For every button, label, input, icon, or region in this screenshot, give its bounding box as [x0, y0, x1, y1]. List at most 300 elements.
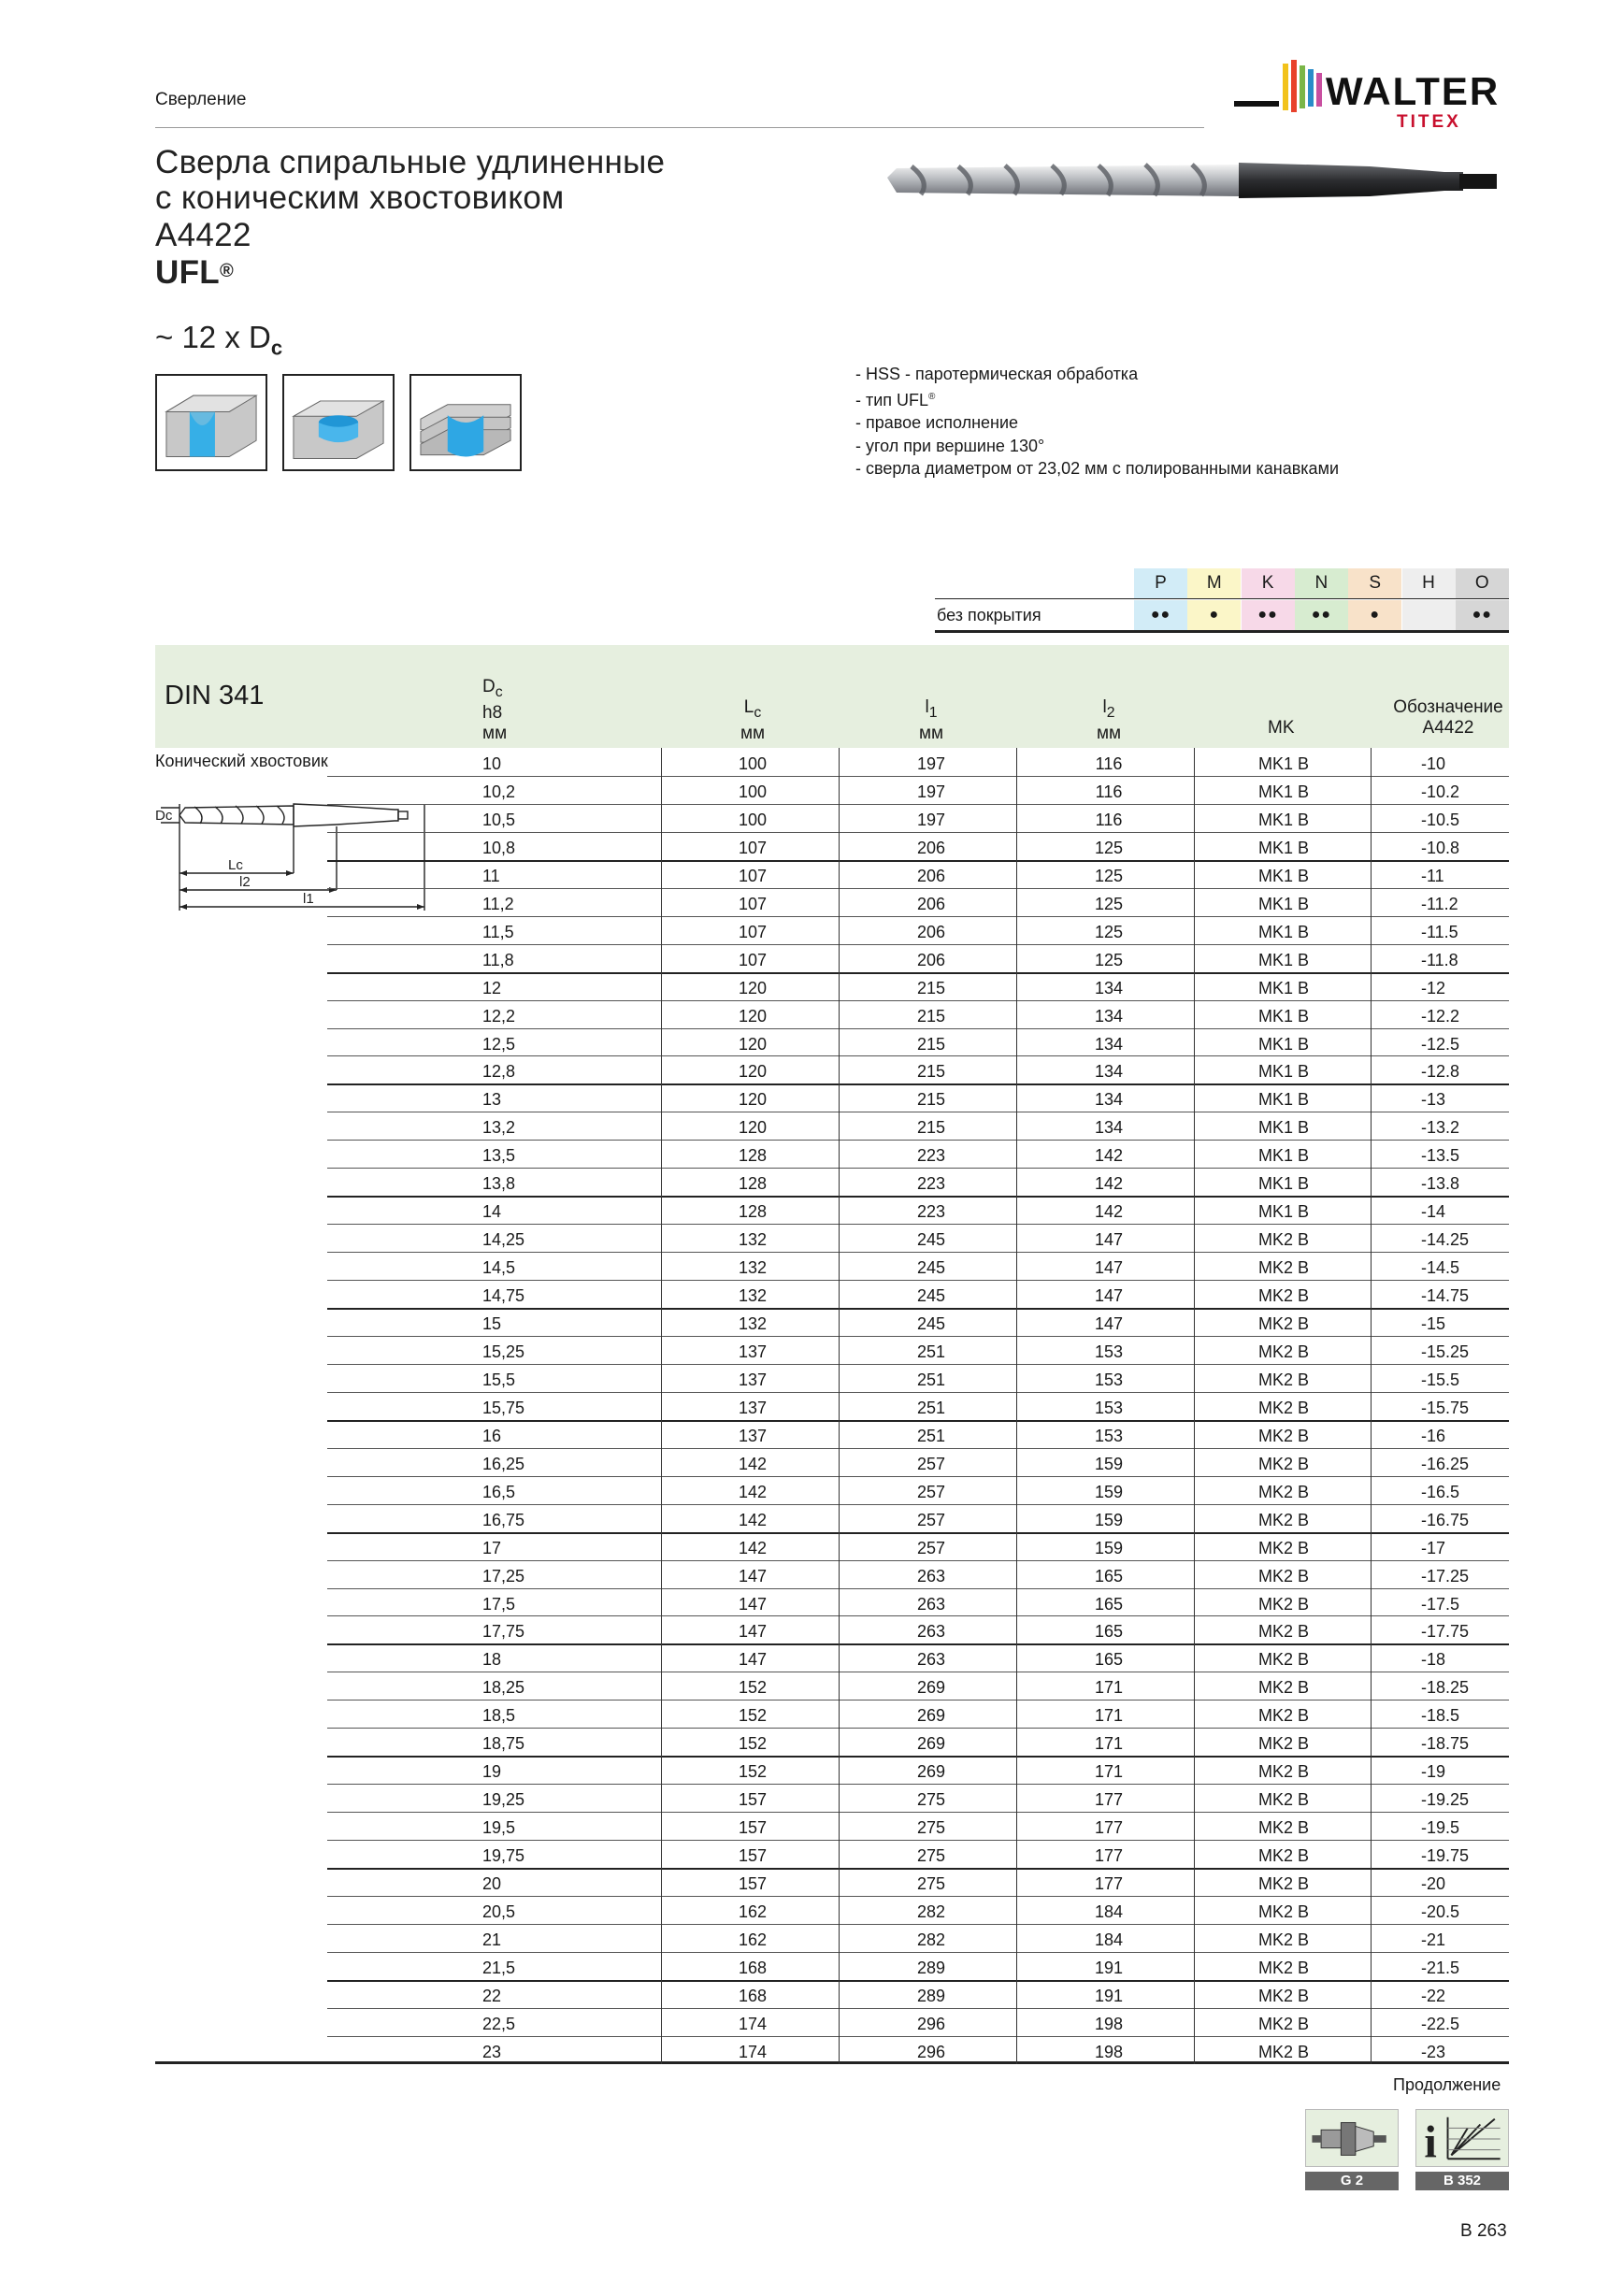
- designation-cell: -15.25: [1421, 1342, 1470, 1361]
- flute-length-cell: 120: [738, 1062, 768, 1082]
- through-drilling-icon: [155, 374, 267, 471]
- svg-text:i: i: [1424, 2117, 1437, 2167]
- diameter-cell: 17,75: [482, 1622, 525, 1642]
- shank-type-label: Конический хвостовик: [155, 752, 328, 770]
- diameter-cell: 14,75: [482, 1286, 525, 1306]
- row-divider: [327, 1532, 1509, 1534]
- table-row: [155, 1364, 1509, 1392]
- l2-length-cell: 191: [1094, 1986, 1124, 2005]
- table-row: [155, 1280, 1509, 1308]
- flute-length-cell: 107: [738, 894, 768, 913]
- reference-tool-holder[interactable]: [1305, 2109, 1399, 2186]
- designation-cell: -13.8: [1421, 1174, 1460, 1194]
- l2-length-cell: 134: [1094, 1006, 1124, 1026]
- overall-length-cell: 197: [916, 810, 946, 829]
- overall-length-cell: 296: [916, 2014, 946, 2033]
- l2-length-cell: 134: [1094, 978, 1124, 997]
- table-row: [155, 1196, 1509, 1224]
- morse-taper-cell: MK2 B: [1258, 1398, 1310, 1417]
- row-divider: [327, 1336, 1509, 1337]
- overall-length-cell: 263: [916, 1594, 946, 1614]
- flute-length-cell: 142: [738, 1510, 768, 1529]
- diameter-cell: 11: [482, 866, 500, 885]
- diameter-cell: 18: [482, 1650, 502, 1670]
- designation-cell: -19.5: [1421, 1818, 1460, 1838]
- morse-taper-cell: MK2 B: [1258, 1874, 1310, 1893]
- logo-stripe-magenta: [1316, 73, 1322, 107]
- designation-cell: -13.2: [1421, 1118, 1460, 1138]
- flute-length-cell: 132: [738, 1258, 768, 1278]
- length-ratio: [155, 320, 282, 361]
- designation-cell: -16.25: [1421, 1454, 1470, 1473]
- designation-cell: -15.75: [1421, 1398, 1470, 1417]
- diameter-cell: 21: [482, 1930, 502, 1949]
- dc-symbol: D: [482, 677, 496, 696]
- material-group-n: N: [1295, 568, 1348, 598]
- flute-length-cell: 168: [738, 1958, 768, 1977]
- table-row: [155, 1952, 1509, 1980]
- designation-cell: -19.75: [1421, 1846, 1470, 1866]
- morse-taper-cell: MK2 B: [1258, 1426, 1310, 1445]
- column-divider: [1371, 748, 1372, 2064]
- row-divider: [327, 888, 1509, 889]
- table-row: [155, 1756, 1509, 1784]
- walter-titex-logo: [1232, 60, 1513, 135]
- diameter-cell: 23: [482, 2042, 502, 2061]
- designation-cell: -17.5: [1421, 1594, 1460, 1614]
- l2-length-cell: 134: [1094, 1090, 1124, 1110]
- table-row: [155, 1560, 1509, 1588]
- material-rating-p: ●●: [1134, 600, 1187, 630]
- overall-length-cell: 263: [916, 1622, 946, 1642]
- diameter-cell: 12,5: [482, 1034, 516, 1054]
- table-row: [155, 2008, 1509, 2036]
- l2-length-cell: 147: [1094, 1230, 1124, 1250]
- table-row: [155, 916, 1509, 944]
- row-divider: [327, 1196, 1509, 1198]
- table-row: [155, 1728, 1509, 1756]
- overall-length-cell: 197: [916, 754, 946, 773]
- row-divider: [327, 1728, 1509, 1729]
- diameter-cell: 17: [482, 1538, 502, 1557]
- morse-taper-cell: MK1 B: [1258, 978, 1310, 997]
- row-divider: [327, 1560, 1509, 1561]
- flute-length-cell: 137: [738, 1342, 768, 1361]
- material-group-row: [935, 568, 1509, 598]
- header-designation: [1387, 697, 1509, 739]
- material-rating-n: ●●: [1295, 600, 1348, 630]
- flute-length-cell: 162: [738, 1930, 768, 1949]
- overall-length-cell: 251: [916, 1370, 946, 1389]
- lc-unit: мм: [740, 723, 766, 743]
- designation-cell: -19: [1421, 1762, 1446, 1782]
- row-divider: [327, 1840, 1509, 1841]
- l2-length-cell: 125: [1094, 950, 1124, 969]
- l2-symbol: l: [1102, 697, 1107, 717]
- column-divider: [839, 748, 840, 2064]
- table-bottom-rule: [155, 2061, 1509, 2064]
- overall-length-cell: 206: [916, 950, 946, 969]
- designation-cell: -11.8: [1421, 950, 1458, 969]
- flute-length-cell: 120: [738, 1034, 768, 1054]
- material-rating-k: ●●: [1242, 600, 1295, 630]
- row-divider: [327, 1420, 1509, 1422]
- designation-title: Обозначение: [1393, 697, 1503, 717]
- morse-taper-cell: MK2 B: [1258, 1538, 1310, 1557]
- stacked-plates-icon: [409, 374, 522, 471]
- designation-cell: -16.75: [1421, 1510, 1470, 1529]
- designation-code: A4422: [1422, 718, 1474, 738]
- flute-length-cell: 120: [738, 1006, 768, 1026]
- reference-info[interactable]: [1415, 2109, 1509, 2186]
- logo-stripe-red: [1291, 60, 1297, 112]
- feature-item: - HSS - паротермическая обработка: [855, 365, 1139, 383]
- table-row: [155, 944, 1509, 972]
- designation-cell: -18: [1421, 1650, 1446, 1670]
- table-row: [155, 1140, 1509, 1168]
- morse-taper-cell: MK1 B: [1258, 1006, 1310, 1026]
- overall-length-cell: 206: [916, 894, 946, 913]
- flute-length-cell: 152: [738, 1706, 768, 1726]
- morse-taper-cell: MK1 B: [1258, 894, 1310, 913]
- ratio-text: ~ 12 x D: [155, 320, 271, 354]
- morse-taper-cell: MK2 B: [1258, 1846, 1310, 1866]
- overall-length-cell: 251: [916, 1426, 946, 1445]
- row-divider: [327, 1224, 1509, 1225]
- flute-length-cell: 107: [738, 922, 768, 941]
- flute-length-cell: 152: [738, 1734, 768, 1754]
- l2-unit: мм: [1096, 723, 1122, 743]
- table-row: [155, 1784, 1509, 1812]
- overall-length-cell: 206: [916, 838, 946, 857]
- designation-cell: -11: [1421, 866, 1444, 885]
- designation-cell: -14.25: [1421, 1230, 1470, 1250]
- morse-taper-cell: MK1 B: [1258, 1118, 1310, 1138]
- overall-length-cell: 269: [916, 1734, 946, 1754]
- flute-length-cell: 120: [738, 1118, 768, 1138]
- table-row: [155, 804, 1509, 832]
- l2-length-cell: 125: [1094, 922, 1124, 941]
- row-divider: [327, 1980, 1509, 1982]
- overall-length-cell: 275: [916, 1874, 946, 1893]
- material-rating-s: ●: [1348, 600, 1401, 630]
- flute-length-cell: 120: [738, 1090, 768, 1110]
- flute-length-cell: 100: [738, 782, 768, 801]
- morse-taper-cell: MK2 B: [1258, 1930, 1310, 1949]
- overall-length-cell: 257: [916, 1454, 946, 1473]
- logo-brand-text: WALTER: [1326, 69, 1501, 113]
- table-row: [155, 1252, 1509, 1280]
- l2-length-cell: 153: [1094, 1370, 1124, 1389]
- l2-length-cell: 177: [1094, 1790, 1124, 1810]
- diameter-cell: 10,5: [482, 810, 516, 829]
- diameter-cell: 12: [482, 978, 502, 997]
- material-group-m: M: [1187, 568, 1241, 598]
- lc-symbol: L: [743, 697, 754, 717]
- l2-subscript: 2: [1106, 704, 1115, 721]
- morse-taper-cell: MK2 B: [1258, 1230, 1310, 1250]
- morse-taper-cell: MK2 B: [1258, 1258, 1310, 1278]
- feature-item: [855, 386, 1339, 412]
- overall-length-cell: 206: [916, 866, 946, 885]
- table-row: [155, 1868, 1509, 1896]
- diameter-cell: 18,75: [482, 1734, 525, 1754]
- material-rating-row: [935, 600, 1509, 630]
- l2-length-cell: 142: [1094, 1174, 1124, 1194]
- overall-length-cell: 269: [916, 1762, 946, 1782]
- material-rating-m: ●: [1187, 600, 1241, 630]
- diameter-cell: 19: [482, 1762, 502, 1782]
- table-row: [155, 1392, 1509, 1420]
- table-row: [155, 1028, 1509, 1056]
- morse-taper-cell: MK2 B: [1258, 1650, 1310, 1670]
- l2-length-cell: 153: [1094, 1426, 1124, 1445]
- overall-length-cell: 257: [916, 1538, 946, 1557]
- designation-cell: -13: [1421, 1090, 1446, 1110]
- overall-length-cell: 245: [916, 1286, 946, 1306]
- designation-cell: -12.2: [1421, 1006, 1460, 1026]
- overall-length-cell: 223: [916, 1174, 946, 1194]
- feature-list: [855, 363, 1339, 481]
- l2-length-cell: 134: [1094, 1062, 1124, 1082]
- header-lc: [739, 697, 767, 744]
- l2-length-cell: 198: [1094, 2014, 1124, 2033]
- designation-cell: -17: [1421, 1538, 1446, 1557]
- feature-item: - угол при вершине 130°: [855, 436, 1045, 455]
- flute-length-cell: 128: [738, 1146, 768, 1166]
- logo-stripe-yellow: [1283, 64, 1288, 110]
- overall-length-cell: 197: [916, 782, 946, 801]
- material-group-s: S: [1348, 568, 1401, 598]
- material-rating-o: ●●: [1456, 600, 1509, 630]
- diameter-cell: 10: [482, 754, 502, 773]
- l2-length-cell: 153: [1094, 1342, 1124, 1361]
- row-divider: [327, 1643, 1509, 1645]
- overall-length-cell: 215: [916, 1034, 946, 1054]
- table-row: [155, 1896, 1509, 1924]
- header-divider: [155, 127, 1204, 128]
- table-row: [155, 2036, 1509, 2064]
- overall-length-cell: 215: [916, 1090, 946, 1110]
- morse-taper-cell: MK2 B: [1258, 1790, 1310, 1810]
- column-divider: [1016, 748, 1017, 2064]
- title-line-1: Сверла спиральные удлиненные: [155, 144, 666, 180]
- row-divider: [327, 972, 1509, 974]
- product-title: [155, 145, 665, 291]
- table-row: [155, 1672, 1509, 1700]
- flute-length-cell: 142: [738, 1482, 768, 1501]
- diameter-cell: 19,5: [482, 1818, 516, 1838]
- diameter-cell: 15: [482, 1314, 502, 1333]
- row-divider: [327, 1000, 1509, 1001]
- designation-cell: -21.5: [1421, 1958, 1460, 1977]
- continuation-note: Продолжение: [1393, 2075, 1501, 2094]
- designation-cell: -18.5: [1421, 1706, 1460, 1726]
- l2-length-cell: 165: [1094, 1566, 1124, 1586]
- morse-taper-cell: MK1 B: [1258, 1202, 1310, 1222]
- row-divider: [327, 1896, 1509, 1897]
- diameter-cell: 10,8: [482, 838, 516, 857]
- designation-cell: -10.5: [1421, 810, 1460, 829]
- designation-cell: -10.2: [1421, 782, 1460, 801]
- l2-length-cell: 184: [1094, 1930, 1124, 1949]
- row-divider: [327, 1952, 1509, 1953]
- row-divider: [327, 2036, 1509, 2037]
- morse-taper-cell: MK2 B: [1258, 1818, 1310, 1838]
- diameter-cell: 13,2: [482, 1118, 516, 1138]
- flute-length-cell: 107: [738, 950, 768, 969]
- table-row: [155, 1055, 1509, 1083]
- diameter-cell: 19,75: [482, 1846, 525, 1866]
- row-divider: [327, 832, 1509, 833]
- morse-taper-cell: MK1 B: [1258, 838, 1310, 857]
- reference-label-g2: G 2: [1305, 2172, 1399, 2190]
- diagram-label-l1: l1: [303, 891, 314, 907]
- l2-length-cell: 177: [1094, 1818, 1124, 1838]
- diameter-cell: 20,5: [482, 1901, 516, 1921]
- diameter-cell: 12,2: [482, 1006, 516, 1026]
- designation-cell: -12.5: [1421, 1034, 1460, 1054]
- feature-item-text: - тип UFL: [855, 390, 929, 409]
- table-row: [155, 1420, 1509, 1448]
- row-divider: [327, 1055, 1509, 1056]
- row-divider: [327, 1168, 1509, 1169]
- row-divider: [327, 1392, 1509, 1393]
- overall-length-cell: 206: [916, 922, 946, 941]
- flute-length-cell: 152: [738, 1762, 768, 1782]
- ufl-registered-mark: ®: [219, 261, 234, 281]
- designation-cell: -18.25: [1421, 1678, 1470, 1698]
- flute-length-cell: 147: [738, 1566, 768, 1586]
- l2-length-cell: 147: [1094, 1286, 1124, 1306]
- overall-length-cell: 245: [916, 1314, 946, 1333]
- material-suitability-table: [935, 568, 1509, 630]
- designation-cell: -23: [1421, 2042, 1446, 2061]
- morse-taper-cell: MK2 B: [1258, 1510, 1310, 1529]
- flute-length-cell: 132: [738, 1314, 768, 1333]
- diameter-cell: 18,25: [482, 1678, 525, 1698]
- din-standard: DIN 341: [165, 681, 265, 710]
- overall-length-cell: 257: [916, 1482, 946, 1501]
- row-divider: [327, 1028, 1509, 1029]
- morse-taper-cell: MK1 B: [1258, 922, 1310, 941]
- diameter-cell: 11,8: [482, 950, 514, 969]
- morse-taper-cell: MK1 B: [1258, 1174, 1310, 1194]
- title-line-2: с коническим хвостовиком: [155, 179, 565, 216]
- designation-cell: -13.5: [1421, 1146, 1460, 1166]
- morse-taper-cell: MK2 B: [1258, 1482, 1310, 1501]
- feature-item: - сверла диаметром от 23,02 мм с полированными канавками: [855, 459, 1339, 478]
- designation-cell: -22: [1421, 1986, 1446, 2005]
- diagram-label-l2: l2: [239, 874, 251, 890]
- overall-length-cell: 263: [916, 1650, 946, 1670]
- overall-length-cell: 215: [916, 978, 946, 997]
- row-divider: [327, 1140, 1509, 1141]
- designation-cell: -15.5: [1421, 1370, 1460, 1389]
- diameter-cell: 16,75: [482, 1510, 525, 1529]
- l2-length-cell: 165: [1094, 1594, 1124, 1614]
- overall-length-cell: 263: [916, 1566, 946, 1586]
- row-divider: [327, 1308, 1509, 1310]
- material-group-h: H: [1402, 568, 1456, 598]
- overall-length-cell: 257: [916, 1510, 946, 1529]
- l2-length-cell: 159: [1094, 1482, 1124, 1501]
- diameter-cell: 21,5: [482, 1958, 516, 1977]
- l2-length-cell: 147: [1094, 1314, 1124, 1333]
- row-divider: [327, 916, 1509, 917]
- overall-length-cell: 296: [916, 2042, 946, 2061]
- table-row: [155, 1615, 1509, 1643]
- designation-cell: -14: [1421, 1202, 1446, 1222]
- drill-image: [883, 150, 1501, 217]
- row-divider: [327, 1588, 1509, 1589]
- logo-stripe-blue: [1308, 69, 1314, 107]
- row-divider: [327, 1868, 1509, 1870]
- material-rating-h: [1402, 600, 1456, 630]
- blind-hole-icon: [282, 374, 395, 471]
- l2-length-cell: 142: [1094, 1202, 1124, 1222]
- flute-length-cell: 174: [738, 2042, 768, 2061]
- row-divider: [327, 804, 1509, 805]
- l2-length-cell: 171: [1094, 1734, 1124, 1754]
- table-row: [155, 1168, 1509, 1196]
- l2-length-cell: 171: [1094, 1706, 1124, 1726]
- row-divider: [327, 1448, 1509, 1449]
- l2-length-cell: 165: [1094, 1622, 1124, 1642]
- diameter-cell: 16,5: [482, 1482, 516, 1501]
- flute-length-cell: 157: [738, 1790, 768, 1810]
- dc-subscript: c: [495, 683, 503, 700]
- dc-tolerance: h8: [482, 702, 503, 723]
- column-divider: [661, 748, 662, 2064]
- flute-length-cell: 107: [738, 838, 768, 857]
- morse-taper-cell: MK2 B: [1258, 1566, 1310, 1586]
- operation-icons: [155, 374, 522, 471]
- product-family: [155, 255, 665, 291]
- morse-taper-cell: MK1 B: [1258, 1034, 1310, 1054]
- info-chart-icon: [1415, 2109, 1509, 2167]
- l2-length-cell: 159: [1094, 1454, 1124, 1473]
- designation-cell: -22.5: [1421, 2014, 1460, 2033]
- table-header: [155, 645, 1509, 748]
- flute-length-cell: 142: [738, 1538, 768, 1557]
- l2-length-cell: 159: [1094, 1510, 1124, 1529]
- flute-length-cell: 162: [738, 1901, 768, 1921]
- designation-cell: -15: [1421, 1314, 1446, 1333]
- row-divider: [327, 2008, 1509, 2009]
- overall-length-cell: 245: [916, 1258, 946, 1278]
- row-divider: [327, 1812, 1509, 1813]
- diameter-cell: 11,2: [482, 894, 514, 913]
- tool-holder-icon: [1305, 2109, 1399, 2167]
- morse-taper-cell: MK1 B: [1258, 810, 1310, 829]
- l2-length-cell: 165: [1094, 1650, 1124, 1670]
- flute-length-cell: 132: [738, 1230, 768, 1250]
- table-row: [155, 1840, 1509, 1868]
- material-bottom-rule: [935, 630, 1509, 633]
- flute-length-cell: 157: [738, 1846, 768, 1866]
- table-row: [155, 1112, 1509, 1140]
- flute-length-cell: 168: [738, 1986, 768, 2005]
- diameter-cell: 15,5: [482, 1370, 516, 1389]
- l2-length-cell: 177: [1094, 1874, 1124, 1893]
- overall-length-cell: 275: [916, 1790, 946, 1810]
- diameter-cell: 15,25: [482, 1342, 525, 1361]
- ratio-subscript: c: [270, 336, 283, 360]
- morse-taper-cell: MK1 B: [1258, 1090, 1310, 1110]
- diameter-cell: 20: [482, 1874, 502, 1893]
- l1-symbol: l: [925, 697, 929, 717]
